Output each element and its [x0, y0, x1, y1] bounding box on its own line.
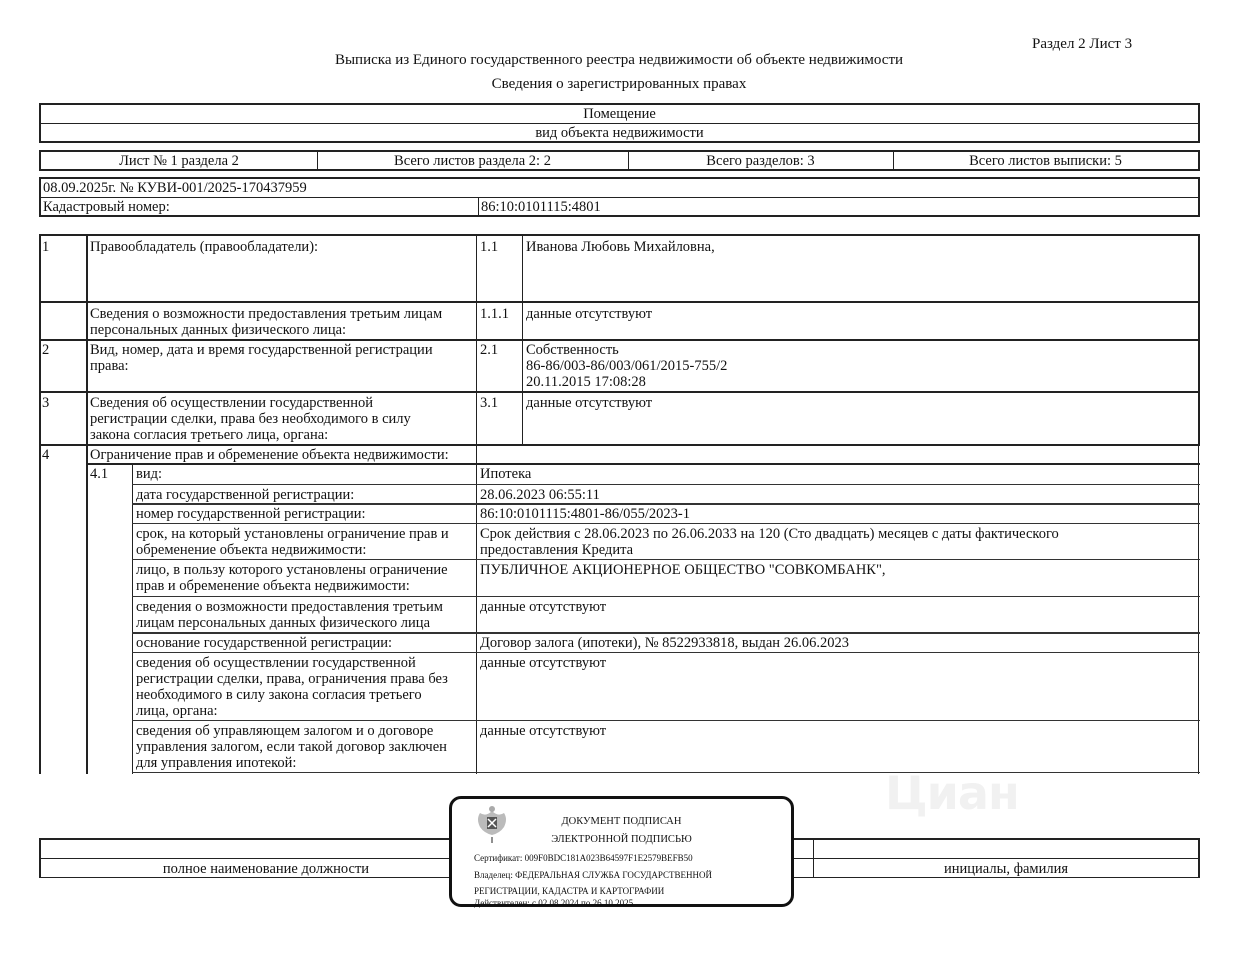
right-holder-name: Иванова Любовь Михайловна,	[526, 239, 715, 255]
encumbrance-date-value: 28.06.2023 06:55:11	[480, 487, 600, 503]
row-4-number: 4	[42, 447, 50, 463]
consent-label-line3: необходимого в силу закона согласия третьего	[136, 687, 422, 703]
cadastral-number: 86:10:0101115:4801	[481, 199, 601, 215]
right-registration-date: 20.11.2015 17:08:28	[526, 374, 646, 390]
row-3-label-line3: закона согласия третьего лица, органа:	[90, 427, 329, 443]
name-caption: инициалы, фамилия	[943, 861, 1069, 877]
sheet-label: Раздел 2 Лист 3	[1032, 36, 1133, 52]
stamp-title-line2: ЭЛЕКТРОННОЙ ПОДПИСЬЮ	[551, 834, 692, 845]
personal-data-value: данные отсутствуют	[480, 599, 607, 615]
encumbrance-term-value-line2: предоставления Кредита	[480, 542, 634, 558]
beneficiary-value: ПУБЛИЧНОЕ АКЦИОНЕРНОЕ ОБЩЕСТВО "СОВКОМБАНК",	[480, 562, 886, 578]
registration-basis-label: основание государственной регистрации:	[136, 635, 393, 651]
document-subtitle: Сведения о зарегистрированных правах	[491, 76, 747, 92]
consent-label-line4: лица, органа:	[136, 703, 218, 719]
row-3-sub: 3.1	[480, 395, 499, 411]
personal-data-label-line1: сведения о возможности предоставления третьим	[136, 599, 443, 615]
row-4-1-number: 4.1	[90, 466, 109, 482]
row-2-number: 2	[42, 342, 50, 358]
electronic-signature-stamp	[449, 796, 794, 907]
pledge-manager-value: данные отсутствуют	[480, 723, 607, 739]
encumbrance-term-value-line1: Срок действия с 28.06.2023 по 26.06.2033 на 120 (Сто двадцать) месяцев с даты фактического	[480, 526, 1059, 542]
registration-basis-value: Договор залога (ипотеки), № 8522933818, выдан 26.06.2023	[480, 635, 849, 651]
row-3-value: данные отсутствуют	[526, 395, 653, 411]
object-type-caption: вид объекта недвижимости	[535, 125, 704, 141]
row-3-label-line2: регистрации сделки, права без необходимого в силу	[90, 411, 411, 427]
row-1-sub: 1.1	[480, 239, 499, 255]
sheet-info-box	[39, 150, 1200, 171]
stamp-validity: Действителен: с 02.08.2024 по 26.10.2025	[474, 898, 634, 908]
right-registration-number: 86-86/003-86/003/061/2015-755/2	[526, 358, 728, 374]
encumbrance-number-label: номер государственной регистрации:	[136, 506, 366, 522]
sheet-number: Лист № 1 раздела 2	[119, 153, 239, 169]
encumbrance-term-label-line1: срок, на который установлены ограничение прав и	[136, 526, 449, 542]
pledge-manager-label-line1: сведения об управляющем залогом и о договоре	[136, 723, 434, 739]
row-2-sub: 2.1	[480, 342, 499, 358]
row-1-label: Правообладатель (правообладатели):	[90, 239, 319, 255]
encumbrance-term-label-line2: обременение объекта недвижимости:	[136, 542, 367, 558]
total-sheets: Всего листов выписки: 5	[969, 153, 1122, 169]
row-1-number: 1	[42, 239, 50, 255]
consent-label-line2: регистрации сделки, права, ограничения права без	[136, 671, 448, 687]
row-3-label-line1: Сведения об осуществлении государственной	[90, 395, 373, 411]
cadastral-label: Кадастровый номер:	[43, 199, 170, 215]
right-type: Собственность	[526, 342, 619, 358]
document-title: Выписка из Единого государственного реестра недвижимости об объекте недвижимости	[334, 52, 904, 68]
row-1-1-1-label-line2: персональных данных физического лица:	[90, 322, 347, 338]
encumbrance-type-label: вид:	[136, 466, 163, 482]
document-info-box	[39, 177, 1200, 217]
document-number: 08.09.2025г. № КУВИ-001/2025-170437959	[43, 180, 307, 196]
encumbrance-type-value: Ипотека	[480, 466, 532, 482]
row-2-label-line1: Вид, номер, дата и время государственной регистрации	[90, 342, 433, 358]
consent-value: данные отсутствуют	[480, 655, 607, 671]
row-2-label-line2: права:	[90, 358, 129, 374]
beneficiary-label-line1: лицо, в пользу которого установлены ограничение	[136, 562, 448, 578]
watermark-logo: Циан	[885, 766, 1019, 820]
encumbrance-number-value: 86:10:0101115:4801-86/055/2023-1	[480, 506, 690, 522]
section-sheets: Всего листов раздела 2: 2	[394, 153, 551, 169]
stamp-owner-line2: РЕГИСТРАЦИИ, КАДАСТРА И КАРТОГРАФИИ	[474, 886, 665, 896]
total-sections: Всего разделов: 3	[706, 153, 815, 169]
consent-label-line1: сведения об осуществлении государственной	[136, 655, 416, 671]
stamp-owner-line1: Владелец: ФЕДЕРАЛЬНАЯ СЛУЖБА ГОСУДАРСТВЕННОЙ	[474, 870, 713, 880]
row-1-1-1-sub: 1.1.1	[480, 306, 509, 322]
encumbrance-date-label: дата государственной регистрации:	[136, 487, 355, 503]
object-type-box	[39, 103, 1200, 143]
row-1-1-1-value: данные отсутствуют	[526, 306, 653, 322]
stamp-title-line1: ДОКУМЕНТ ПОДПИСАН	[561, 816, 682, 827]
row-1-1-1-label-line1: Сведения о возможности предоставления третьим лицам	[90, 306, 443, 322]
row-4-label: Ограничение прав и обременение объекта недвижимости:	[90, 447, 449, 463]
beneficiary-label-line2: прав и обременение объекта недвижимости:	[136, 578, 410, 594]
stamp-certificate: Сертификат: 009F0BDC181A023B64597F1E2579BEFB50	[474, 853, 693, 863]
pledge-manager-label-line2: управления залогом, если такой договор заключен	[136, 739, 447, 755]
position-caption: полное наименование должности	[162, 861, 370, 877]
pledge-manager-label-line3: для управления ипотекой:	[136, 755, 297, 771]
personal-data-label-line2: лицам персональных данных физического лица	[136, 615, 431, 631]
row-3-number: 3	[42, 395, 50, 411]
object-type-value: Помещение	[583, 106, 656, 122]
